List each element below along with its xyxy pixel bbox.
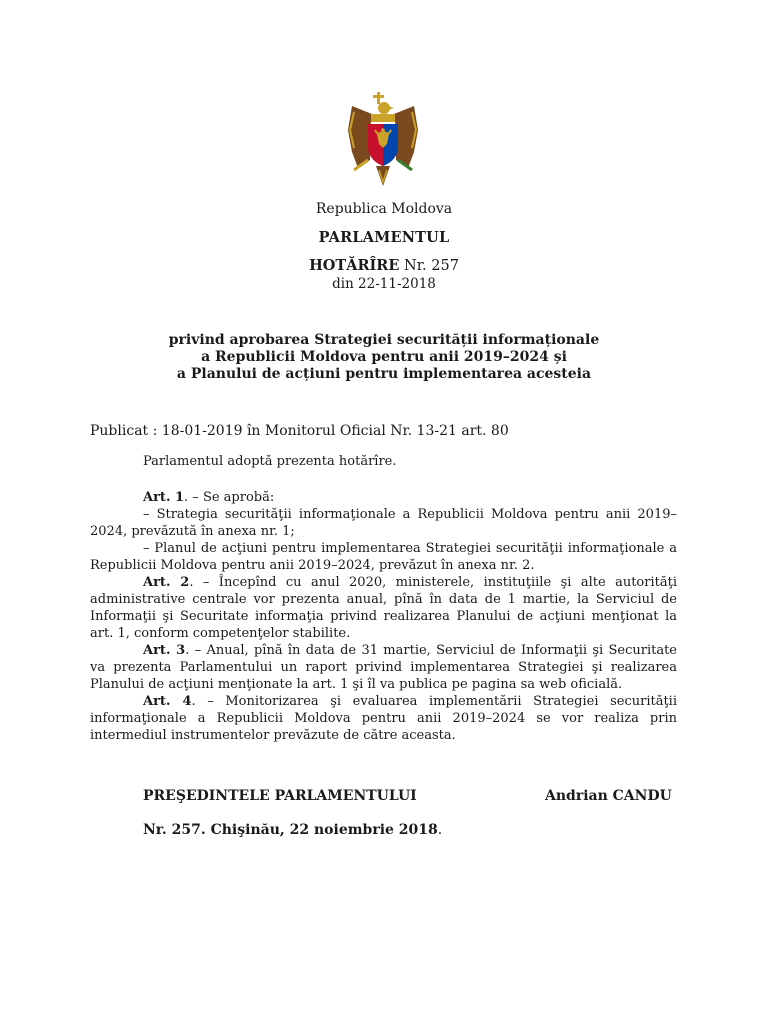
article-1-lead: . – Se aprobă: — [184, 490, 275, 505]
institution-name: PARLAMENTUL — [318, 229, 450, 246]
article-2-label: Art. 2 — [143, 575, 190, 590]
footer-number-place-date: Nr. 257. Chişinău, 22 noiembrie 2018 — [143, 822, 438, 838]
article-1 — [90, 489, 677, 506]
signature-name: Andrian CANDU — [545, 788, 672, 804]
article-3 — [90, 642, 677, 693]
footer-period: . — [437, 822, 443, 838]
articles-section — [90, 489, 677, 744]
document-date: din 22-11-2018 — [332, 276, 436, 292]
intro-text: Parlamentul adoptă prezenta hotărîre. — [143, 454, 397, 469]
signature-role: PREŞEDINTELE PARLAMENTULUI — [143, 788, 417, 804]
intro-paragraph — [90, 453, 677, 470]
document-title — [0, 332, 768, 383]
article-4-text: . – Monitorizarea şi evaluarea implementării Strategiei securităţii informaţionale a Republicii Moldova pentru anii 2019–2024 se vor realiza prin intermediul instrumentelor prevăzute de către aceasta. — [90, 694, 677, 743]
title-line-1: privind aprobarea Strategiei securității informaționale — [168, 332, 600, 348]
article-4 — [90, 693, 677, 744]
article-3-label: Art. 3 — [143, 643, 186, 658]
document-heading — [0, 257, 768, 274]
title-line-3: a Planului de acțiuni pentru implementarea acesteia — [176, 366, 592, 382]
article-2-text: . – Începînd cu anul 2020, ministerele, instituţiile şi alte autorităţi administrative centrale vor prezenta anual, pînă în data de 1 martie, la Serviciul de Informaţii şi Securitate informaţia privind realizarea Planului de acţiuni menţionat la art. 1, conform competenţelor stabilite. — [90, 575, 677, 641]
moldova-coat-of-arms-icon — [344, 90, 422, 192]
publication-note: Publicat : 18-01-2019 în Monitorul Oficial Nr. 13-21 art. 80 — [90, 423, 509, 439]
article-4-label: Art. 4 — [143, 694, 192, 709]
article-1-item-1: – Strategia securităţii informaţionale a Republicii Moldova pentru anii 2019–2024, prevăzută în anexa nr. 1; — [90, 507, 677, 539]
document-number: Nr. 257 — [404, 258, 459, 274]
article-1-label: Art. 1 — [143, 490, 185, 505]
article-3-text: . – Anual, pînă în data de 31 martie, Serviciul de Informaţii şi Securitate va prezenta Parlamentului un raport privind implementarea Strategiei şi realizarea Planului de acţiuni menţionate la art. 1 şi îl va publica pe pagina sa web oficială. — [90, 643, 677, 692]
document-footer — [143, 822, 442, 838]
article-1-item-2: – Planul de acţiuni pentru implementarea Strategiei securităţii informaţionale a Republicii Moldova pentru anii 2019–2024, prevăzut în anexa nr. 2. — [90, 541, 677, 573]
title-line-2: a Republicii Moldova pentru anii 2019–2024 și — [201, 349, 567, 365]
article-2 — [90, 574, 677, 642]
document-type: HOTĂRÎRE — [309, 257, 400, 274]
country-name: Republica Moldova — [315, 201, 453, 217]
